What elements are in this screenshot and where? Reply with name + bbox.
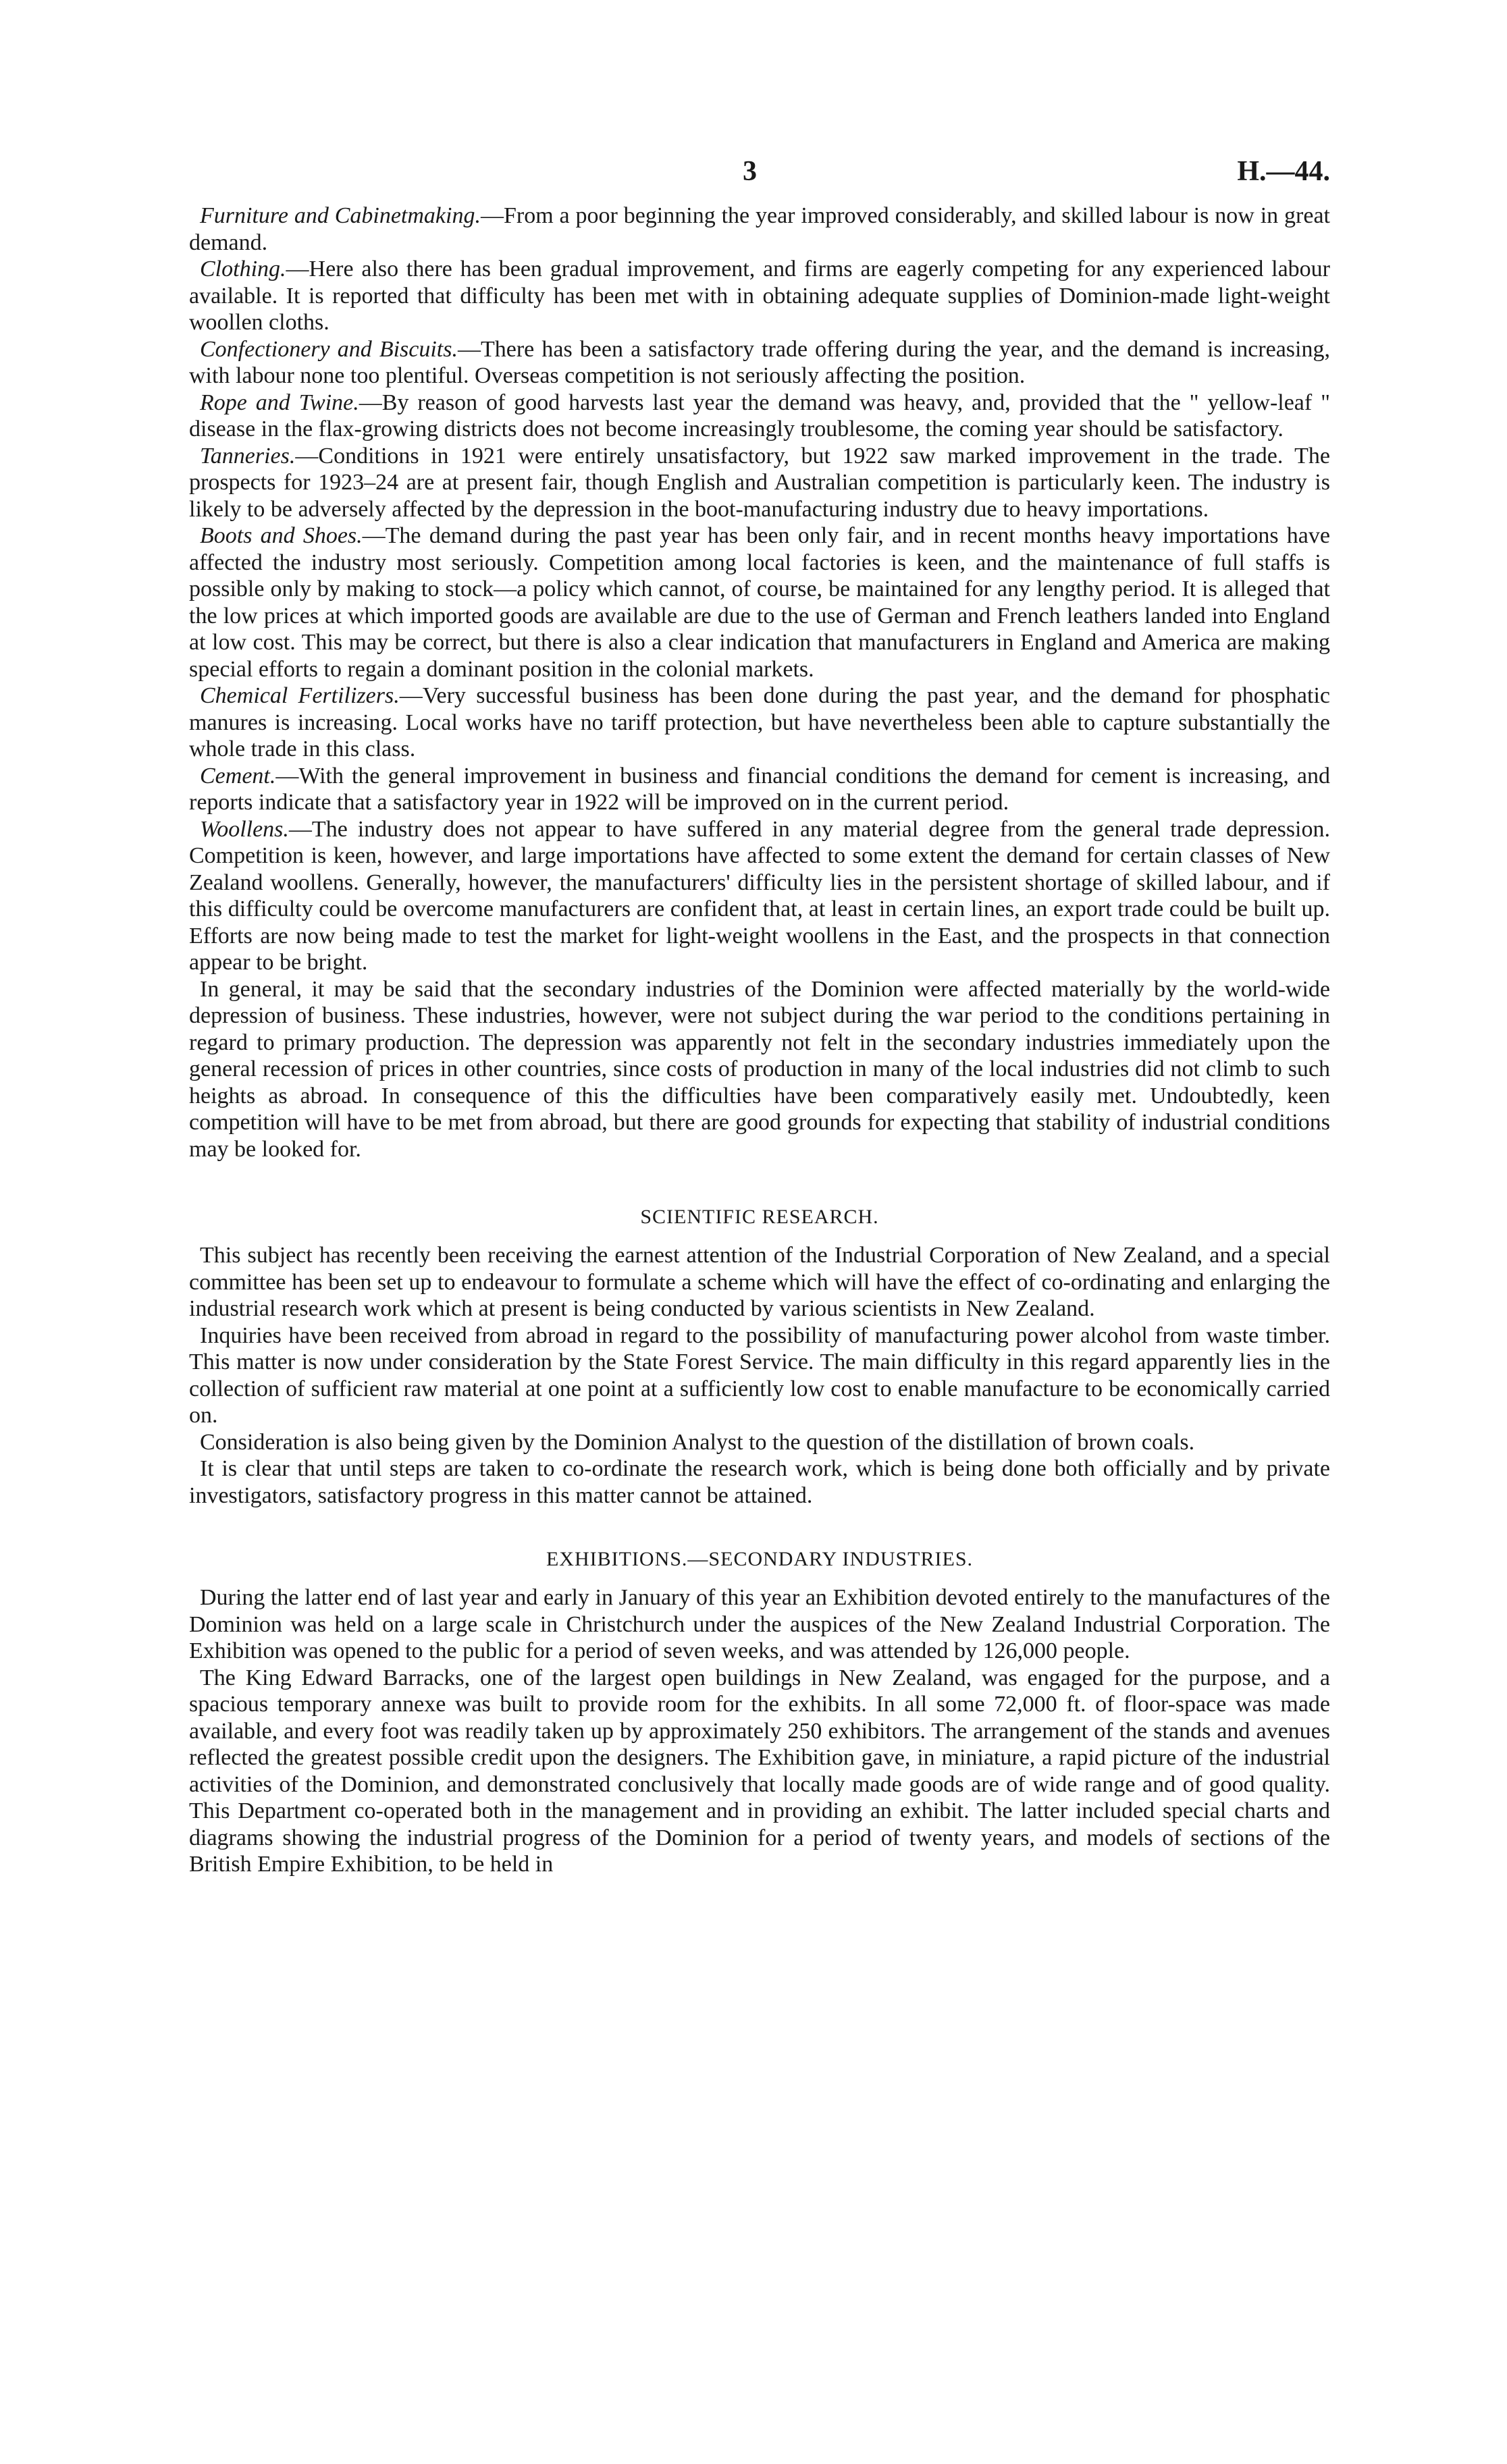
paragraph-lead: Boots and Shoes. [200,523,363,548]
paragraph-rope-twine [189,390,1330,443]
paragraph-lead: Chemical Fertilizers. [200,683,400,708]
document-page [189,155,1330,1878]
paragraph-body: —The industry does not appear to have suffered in any material degree from the general trade depression. Competition is keen, however, and large importations have affected to some extent the demand for certain classes of New Zealand woollens. Generally, however, the manufacturers' difficulty lies in the persistent shortage of skilled labour, and if this difficulty could be overcome manufacturers are confident that, at least in certain lines, an export trade could be built up. Efforts are now being made to test the market for light-weight woollens in the East, and the prospects in that connection appear to be bright. [189,816,1330,975]
paragraph-body: —Conditions in 1921 were entirely unsatisfactory, but 1922 saw marked improvement in the trade. The prospects for 1923–24 are at present fair, though English and Australian competition is particularly keen. The industry is likely to be adversely affected by the depression in the boot-manufacturing industry due to heavy importations. [189,443,1330,522]
industries-section [189,203,1330,1162]
paragraph-boots-shoes [189,523,1330,682]
paragraph-body: In general, it may be said that the secondary industries of the Dominion were affected materially by the world-wide depression of business. These industries, however, were not subject during the war period to the conditions pertaining in regard to primary production. The depression was apparently not felt in the secondary industries immediately upon the general recession of prices in other countries, since costs of production in many of the local industries did not climb to such heights as abroad. In consequence of this the difficulties have been comparatively easily met. Undoubtedly, keen competition will have to be met from abroad, but there are good grounds for expecting that stability of industrial conditions may be looked for. [189,976,1330,1162]
section-heading-scientific-research: SCIENTIFIC RESEARCH. [640,1206,879,1228]
paragraph-cement [189,763,1330,816]
page-number: 3 [743,156,757,187]
paragraph-lead: Confectionery and Biscuits. [200,336,458,362]
paragraph-body: —The demand during the past year has been only fair, and in recent months heavy importations have affected the industry most seriously. Competition among local factories is keen, and the maintenance of full staffs is possible only by making to stock—a policy which cannot, of course, be maintained for any lengthy period. It is alleged that the low prices at which imported goods are available are due to the use of German and French leathers landed into England at low cost. This may be correct, but there is also a clear indication that manufacturers in England and America are making special efforts to regain a dominant position in the colonial markets. [189,523,1330,682]
paragraph-lead: Tanneries. [200,443,296,468]
paragraph-general-summary [189,976,1330,1163]
paragraph-body: —From a poor beginning the year improved considerably, and skilled labour is now in great demand. [189,203,1330,255]
paragraph-tanneries [189,443,1330,523]
paragraph-body: —There has been a satisfactory trade offering during the year, and the demand is increasing, with labour none too plentiful. Overseas competition is not seriously affecting the position. [189,336,1330,388]
paragraph-lead: Woollens. [200,816,289,842]
paragraph: This subject has recently been receiving the earnest attention of the Industrial Corporation of New Zealand, and a special committee has been set up to endeavour to formulate a scheme which will have the effect of co-ordinating and enlarging the industrial research work which at present is being conducted by various scientists in New Zealand. [189,1243,1330,1321]
paragraph-furniture [189,203,1330,256]
paragraph: Inquiries have been received from abroad in regard to the possibility of manufacturing power alcohol from waste timber. This matter is now under consideration by the State Forest Service. The main difficulty in this regard apparently lies in the collection of sufficient raw material at one point at a sufficiently low cost to enable manufacture to be economically carried on. [189,1322,1330,1428]
paragraph: Consideration is also being given by the Dominion Analyst to the question of the distillation of brown coals. [200,1429,1195,1455]
paragraph-clothing [189,256,1330,336]
document-code: H.—44. [1237,156,1330,187]
paragraph-lead: Rope and Twine. [200,390,359,415]
paragraph-woollens [189,816,1330,976]
paragraph-confectionery [189,336,1330,390]
section-heading-exhibitions: EXHIBITIONS.—SECONDARY INDUSTRIES. [546,1548,974,1570]
paragraph-body: —By reason of good harvests last year the demand was heavy, and, provided that the " yellow-leaf " disease in the flax-growing districts does not become increasingly troublesome, the coming year should be satisfactory. [189,390,1330,441]
scientific-research-section [189,1242,1330,1509]
paragraph-lead: Furniture and Cabinetmaking. [200,203,481,228]
paragraph-body: —With the general improvement in business and financial conditions the demand for cement is increasing, and reports indicate that a satisfactory year in 1922 will be improved on in the current period. [189,763,1330,815]
paragraph: During the latter end of last year and early in January of this year an Exhibition devoted entirely to the manufactures of the Dominion was held on a large scale in Christchurch under the auspices of the New Zealand Industrial Corporation. The Exhibition was opened to the public for a period of seven weeks, and was attended by 126,000 people. [189,1585,1330,1663]
paragraph-body: —Here also there has been gradual improvement, and firms are eagerly competing for any experienced labour available. It is reported that difficulty has been met with in obtaining adequate supplies of Dominion-made light-weight woollen cloths. [189,257,1330,335]
paragraph-lead: Clothing. [200,257,286,282]
paragraph-fertilizers [189,682,1330,763]
paragraph: It is clear that until steps are taken to co-ordinate the research work, which is being done both officially and by private investigators, satisfactory progress in this matter cannot be attained. [189,1456,1330,1508]
paragraph-body: —Very successful business has been done during the past year, and the demand for phosphatic manures is increasing. Local works have no tariff protection, but have nevertheless been able to capture substantially the whole trade in this class. [189,683,1331,761]
page-header [189,155,1330,203]
paragraph-lead: Cement. [200,763,276,788]
exhibitions-section [189,1584,1330,1878]
paragraph: The King Edward Barracks, one of the largest open buildings in New Zealand, was engaged for the purpose, and a spacious temporary annexe was built to provide room for the exhibits. In all some 72,000 ft. of floor-space was made available, and every foot was readily taken up by approximately 250 exhibitors. The arrangement of the stands and avenues reflected the greatest possible credit upon the designers. The Exhibition gave, in miniature, a rapid picture of the industrial activities of the Dominion, and demonstrated conclusively that locally made goods are of wide range and of good quality. This Department co-operated both in the management and in providing an exhibit. The latter included special charts and diagrams showing the industrial progress of the Dominion for a period of twenty years, and models of sections of the British Empire Exhibition, to be held in [189,1665,1330,1877]
